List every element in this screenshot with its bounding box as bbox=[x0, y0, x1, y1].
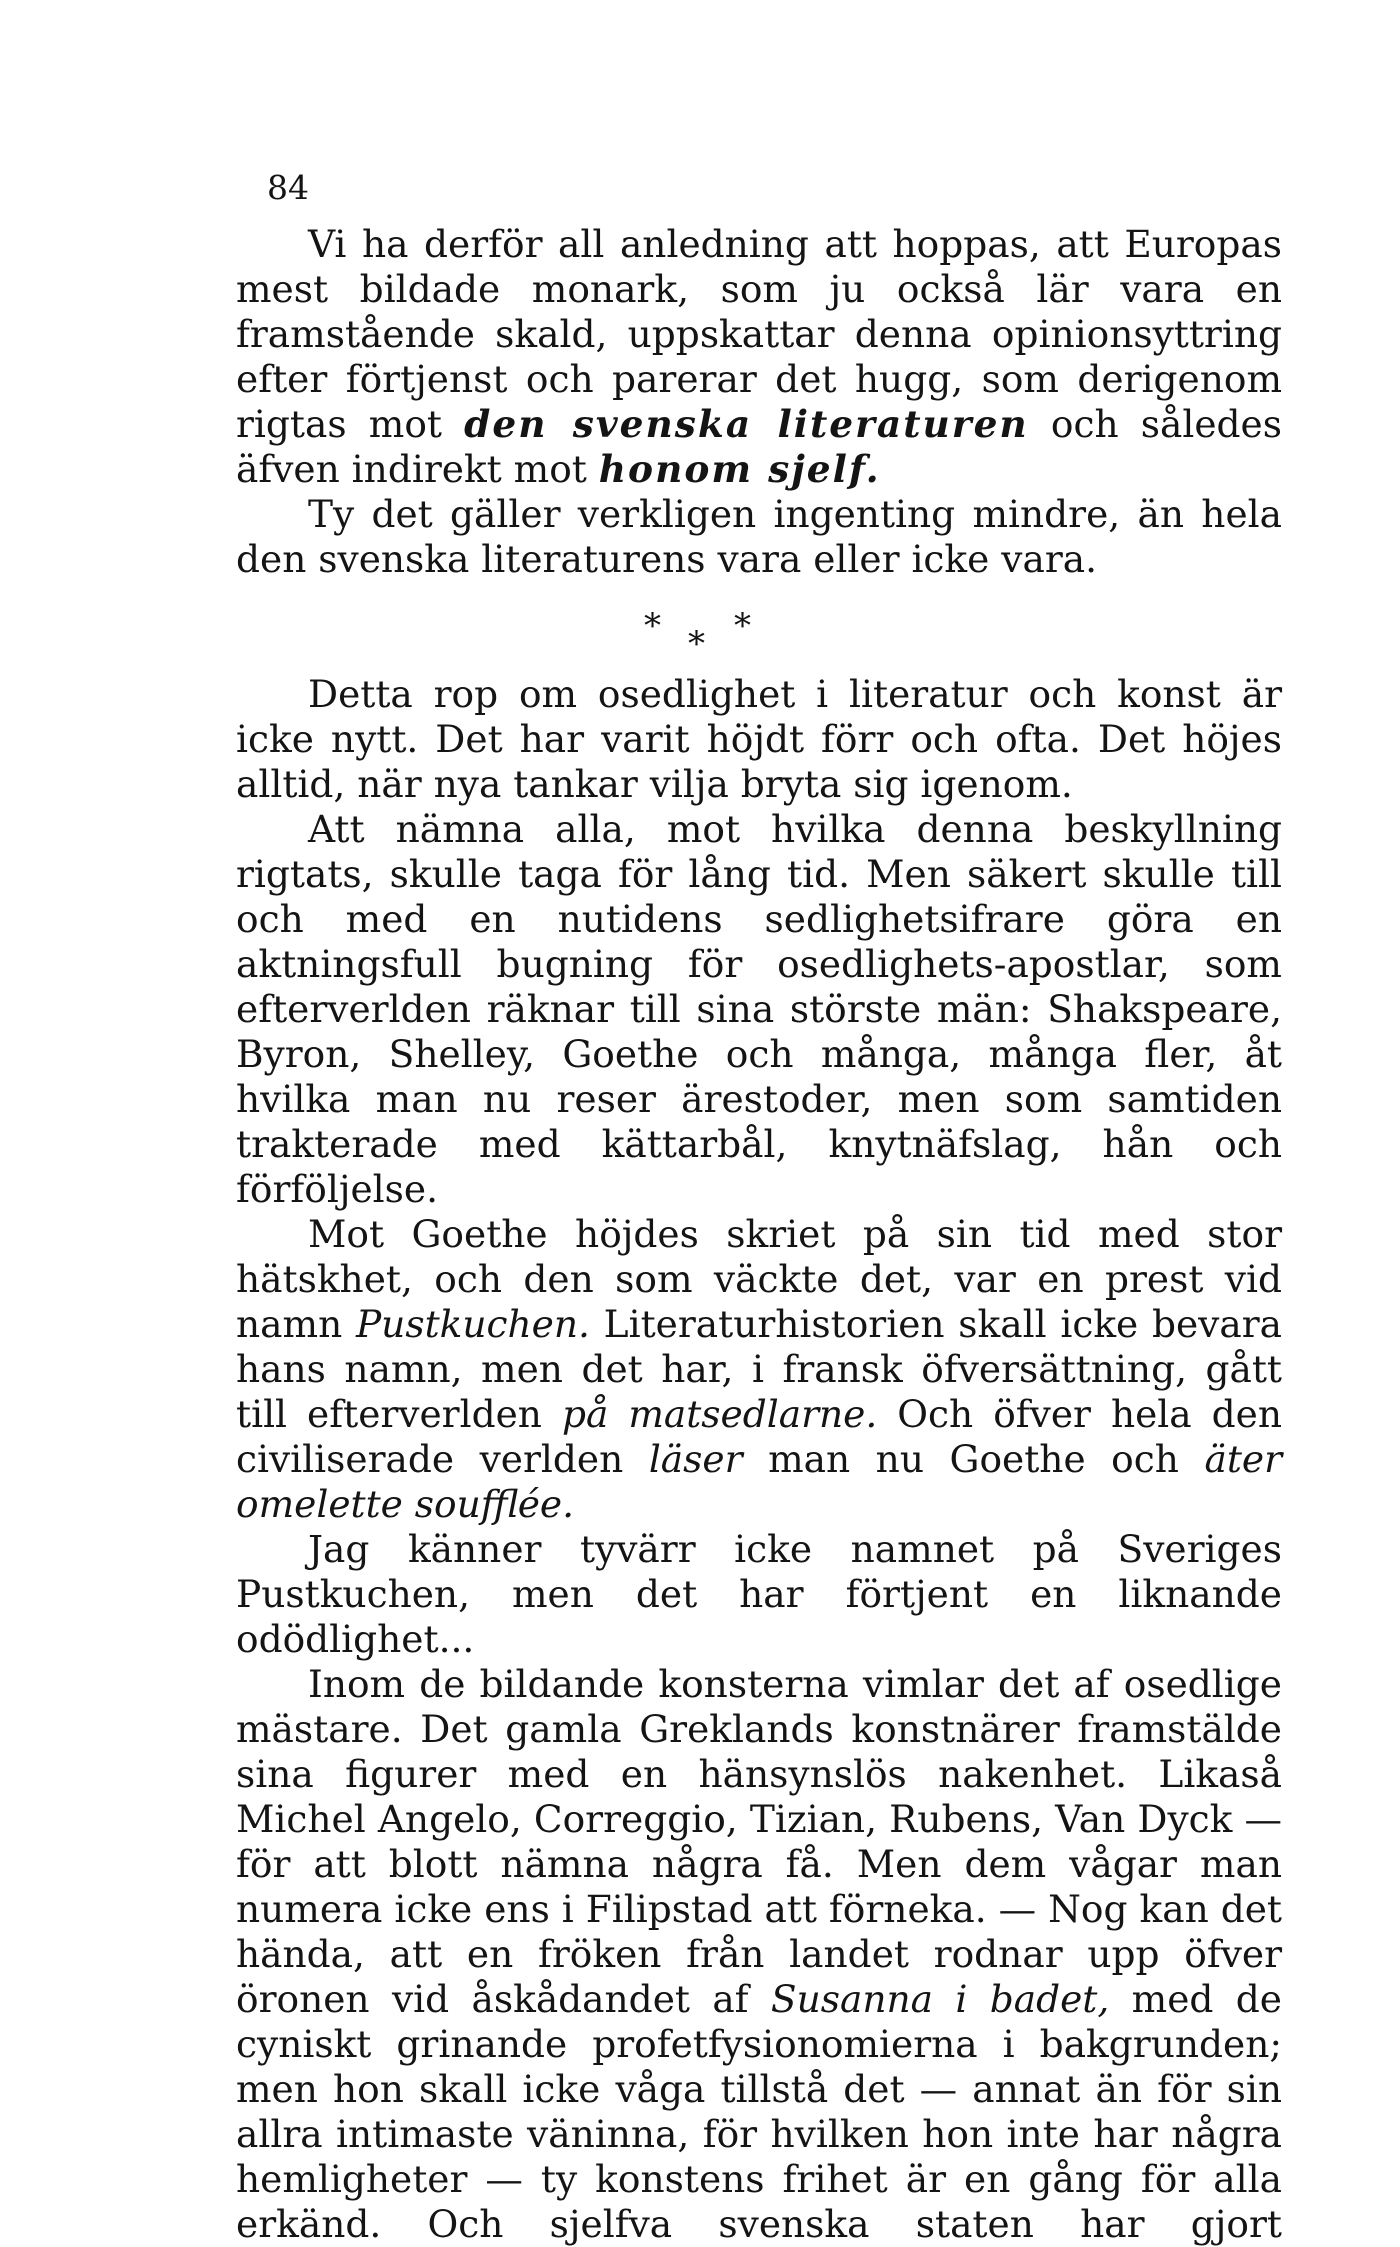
asterism-separator bbox=[236, 582, 1282, 672]
emphasis-text: den svenska literaturen bbox=[464, 402, 1029, 446]
paragraph-text: Inom de bildande konsterna vimlar det af osedlige mästare. Det gamla Greklands konstnärer framstälde sina figurer med en hänsynslös nakenhet. Likaså Michel Angelo, Correggio, Tizian, Rubens, Van Dyck — för att blott nämna några få. Men dem vågar man numera icke ens i Filipstad att förneka. — Nog kan det hända, att en fröken från landet rodnar upp öfver öronen vid åskådandet af bbox=[236, 1662, 1282, 2021]
paragraph: Ty det gäller verkligen ingenting mindre, än hela den svenska literaturens vara eller icke vara. bbox=[236, 492, 1282, 581]
paragraph: Att nämna alla, mot hvilka denna beskyllning rigtats, skulle taga för lång tid. Men säkert skulle till och med en nutidens sedlighetsifrare göra en aktningsfull bugning för osedlighets-apostlar, som efterverlden räknar till sina störste män: Shakspeare, Byron, Shelley, Goethe och många, många fler, åt hvilka man nu reser ärestoder, men som samtiden trakterade med kättarbål, knytnäfslag, hån och förföljelse. bbox=[236, 807, 1282, 1211]
asterisk: * bbox=[688, 624, 705, 664]
paragraph-text: man nu Goethe och bbox=[742, 1437, 1205, 1481]
paragraph-text: och således äfven indirekt mot bbox=[236, 402, 1282, 491]
body-text bbox=[236, 222, 1282, 2247]
asterisk: * bbox=[734, 606, 751, 646]
paragraph bbox=[236, 222, 1282, 492]
paragraph: Jag känner tyvärr icke namnet på Sveriges Pustkuchen, men det har förtjent en liknande odödlighet... bbox=[236, 1527, 1282, 1661]
paragraph-text: Mot Goethe höjdes skriet på sin tid med stor hätskhet, och den som väckte det, var en prest vid namn bbox=[236, 1212, 1282, 1346]
emphasis-text: Susanna i badet, bbox=[770, 1977, 1110, 2021]
emphasis-text: Pustkuchen. bbox=[355, 1302, 590, 1346]
paragraph bbox=[236, 1662, 1282, 2247]
emphasis-text: äter omelette soufflée. bbox=[236, 1437, 1283, 1526]
emphasis-text: på matsedlarne. bbox=[561, 1392, 878, 1436]
paragraph-text: Och öfver hela den civiliserade verlden bbox=[236, 1392, 1282, 1481]
emphasis-text: honom sjelf. bbox=[598, 447, 881, 491]
paragraph bbox=[236, 1212, 1282, 1527]
paragraph-text: med de cyniskt grinande profetfysionomierna i bakgrunden; men hon skall icke våga tillstå det — annat än för sin allra intimaste väninna, för hvilken hon inte har några hemligheter — ty konstens frihet är en gång för alla erkänd. Och sjelfva svenska staten har gjort bbox=[236, 1977, 1282, 2246]
emphasis-text: läser bbox=[648, 1437, 743, 1481]
paragraph-text: Literaturhistorien skall icke bevara hans namn, men det har, i fransk öfversättning, gått till efterverlden bbox=[236, 1302, 1282, 1436]
paragraph-text: Vi ha derför all anledning att hoppas, att Europas mest bildade monark, som ju också lär vara en framstående skald, uppskattar denna opinionsyttring efter förtjenst och parerar det hugg, som derigenom rigtas mot bbox=[236, 222, 1282, 446]
page-number: 84 bbox=[267, 168, 309, 207]
asterisk: * bbox=[644, 606, 661, 646]
paragraph: Detta rop om osedlighet i literatur och konst är icke nytt. Det har varit höjdt förr och ofta. Det höjes alltid, när nya tankar vilja bryta sig igenom. bbox=[236, 672, 1282, 806]
